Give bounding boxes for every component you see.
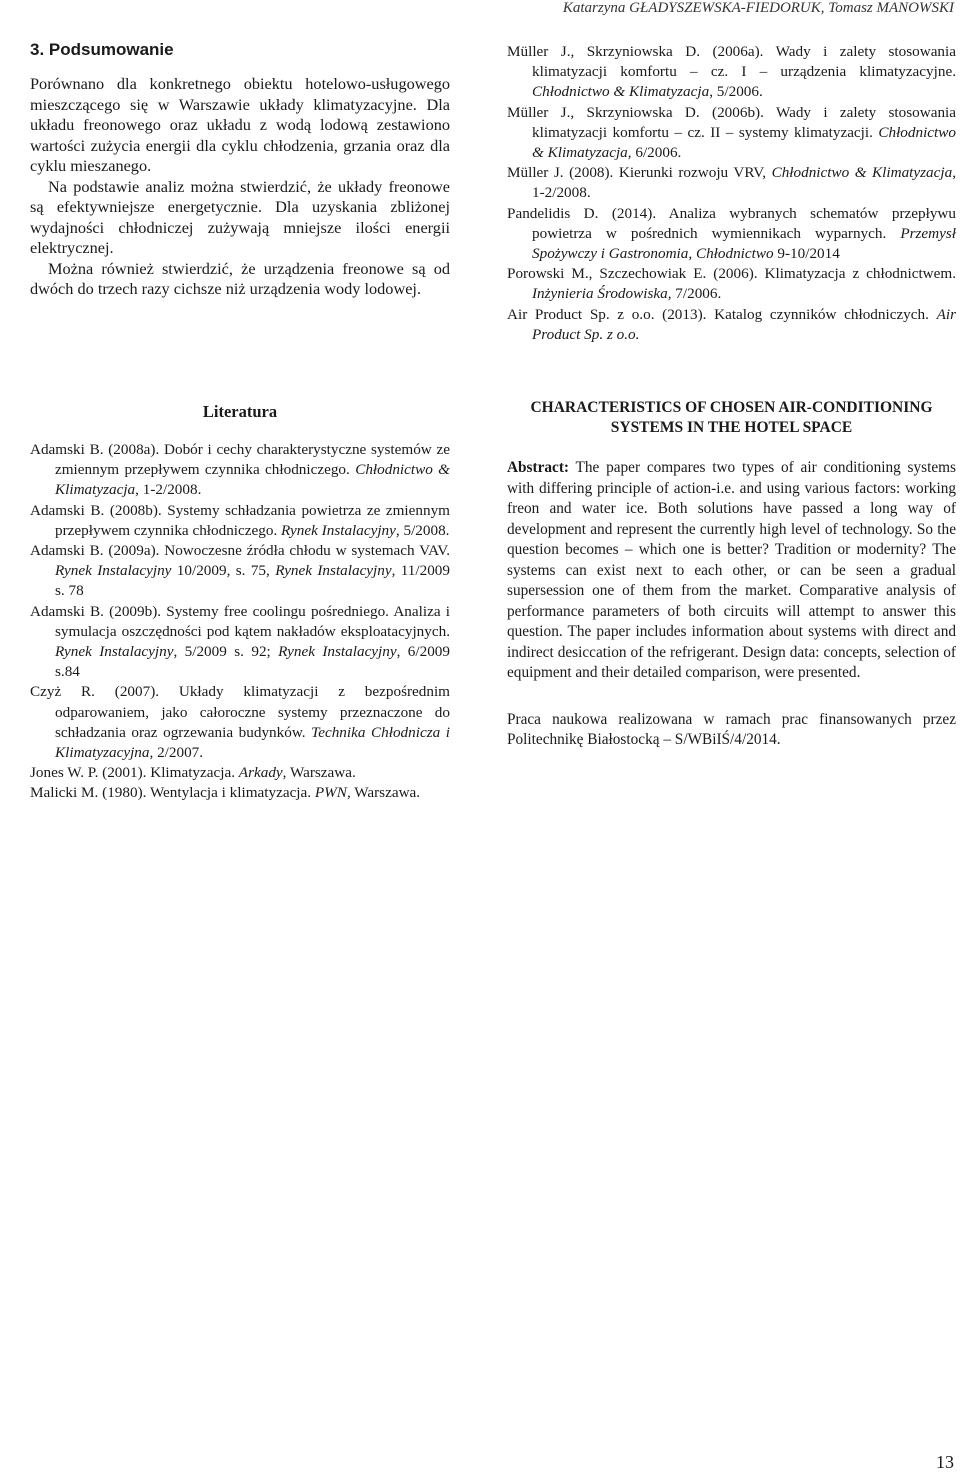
reference-item — [507, 264, 956, 304]
english-summary-section — [507, 398, 956, 751]
reference-text: 9-10/2014 — [773, 245, 840, 263]
reference-text: Müller J., Skrzyniowska D. (2006b). Wady i zalety stosowania klimatyzacji komfortu – cz. II – systemy klimatyzacji. — [507, 103, 956, 141]
reference-source: Technika Chłodnicza i Klimatyzacyjna — [55, 723, 450, 762]
reference-text: Adamski B. (2008b). Systemy schładzania powietrza ze zmiennym przepływem czynnika chłodniczego. — [30, 501, 450, 539]
reference-text: Adamski B. (2009a). Nowoczesne źródła chłodu w systemach VAV. — [30, 542, 450, 560]
reference-text: Porowski M., Szczechowiak E. (2006). Klimatyzacja z chłodnictwem. — [507, 265, 956, 283]
reference-item — [30, 783, 450, 803]
summary-title: 3. Podsumowanie — [30, 40, 174, 59]
reference-text: , 5/2006. — [709, 83, 763, 101]
page-number: 13 — [936, 1452, 954, 1472]
reference-item — [30, 763, 450, 783]
reference-source: Rynek Instalacyjny — [278, 643, 397, 661]
reference-item — [30, 541, 450, 602]
summary-paragraph-2: Na podstawie analiz można stwierdzić, że układy freonowe są efektywniejsze energetycznie. Dla uzyskania zbliżonej wydajności chłodniczej zużywają mniejsze ilości energii elektrycznej. — [30, 176, 450, 257]
reference-source: Inżynieria Środowiska — [532, 285, 668, 303]
reference-text: , 6/2009 s.84 — [55, 643, 450, 681]
reference-text: , 5/2008. — [395, 521, 450, 539]
summary-paragraph-3: Można również stwierdzić, że urządzenia freonowe są od dwóch do trzech razy cichsze niż urządzenia wody lodowej. — [30, 258, 450, 298]
reference-text: Jones W. P. (2001). Klimatyzacja. — [30, 764, 239, 782]
reference-source: Przemysł Spożywczy i Gastronomia, Chłodnictwo — [532, 224, 956, 263]
reference-item — [507, 204, 956, 265]
funding-note: Praca naukowa realizowana w ramach prac finansowanych przez Politechnikę Białostocką – S/WBiIŚ/4/2014. — [507, 710, 956, 748]
reference-list-left — [30, 440, 450, 804]
reference-text: , 7/2006. — [667, 285, 722, 303]
reference-text: , Warszawa. — [282, 764, 356, 782]
reference-source: Rynek Instalacyjny — [275, 562, 392, 580]
summary-paragraph-1: Porównano dla konkretnego obiektu hotelowo-usługowego mieszczącego się w Warszawie układy klimatyzacyjne. Dla układu freonowego oraz układu z wodą lodową zestawiono wartości zużycia energii dla cyklu chłodzenia, grzania oraz dla cyklu mieszanego. — [30, 74, 450, 175]
abstract-label: Abstract: — [507, 459, 570, 476]
reference-text: , 6/2006. — [627, 144, 682, 162]
reference-list-right-section — [507, 42, 956, 345]
reference-source: Rynek Instalacyjny — [55, 562, 172, 580]
reference-text: Adamski B. (2008a). Dobór i cechy charakterystyczne systemów ze zmiennym przepływem czynnika chłodniczego. — [30, 441, 450, 479]
reference-item — [507, 305, 956, 345]
reference-text: Pandelidis D. (2014). Analiza wybranych schematów przepływu powietrza w pośrednich wymiennikach wyparnych. — [507, 204, 956, 242]
reference-text: Adamski B. (2009b). Systemy free coolingu pośredniego. Analiza i symulacja oszczędności pod kątem nakładów eksploatacyjnych. — [30, 602, 450, 640]
reference-source: Arkady — [238, 764, 283, 782]
reference-item — [30, 501, 450, 541]
reference-text: , 1-2/2008. — [135, 481, 202, 499]
reference-list-right — [507, 42, 956, 345]
reference-item — [507, 163, 956, 203]
reference-source: Rynek Instalacyjny — [281, 521, 396, 539]
reference-text: , 5/2009 s. 92; — [173, 643, 279, 661]
abstract-text: The paper compares two types of air conditioning systems with differing principle of action-i.e. and using various factors: working freon and water ice. Both solutions have passed a long way of development and represent the currently high level of technology. So the question becomes – which one is better? Tradition or modernity? The systems can exist next to each other, or can be seen a gradual supersession one of them from the market. Comparative analysis of performance parameters of both circuits will attempt to answer this question. The paper includes information about systems with direct and indirect desiccation of the refrigerant. Design data: concepts, selection of equipment and their detailed comparison, were presented. — [507, 459, 956, 681]
running-header-authors: Katarzyna GŁADYSZEWSKA-FIEDORUK, Tomasz MANOWSKI — [562, 0, 954, 16]
reference-text: Air Product Sp. z o.o. (2013). Katalog czynników chłodniczych. — [507, 305, 937, 323]
reference-item — [30, 440, 450, 501]
reference-source: Chłodnictwo & Klimatyzacja — [532, 83, 710, 101]
reference-item — [30, 602, 450, 683]
reference-source: Chłodnictwo & Klimatyzacja — [55, 461, 450, 499]
reference-text: Malicki M. (1980). Wentylacja i klimatyzacja. — [30, 784, 315, 802]
reference-text: , 2/2007. — [149, 744, 204, 762]
reference-item — [30, 682, 450, 763]
literature-title: Literatura — [202, 402, 278, 421]
reference-text: Müller J. (2008). Kierunki rozwoju VRV, — [507, 164, 772, 182]
reference-text: , 11/2009 s. 78 — [55, 562, 450, 600]
reference-source: Rynek Instalacyjny — [55, 643, 174, 661]
reference-source: Air Product Sp. z o.o. — [532, 305, 956, 343]
reference-source: Chłodnictwo & Klimatyzacja — [771, 164, 953, 182]
reference-item — [507, 42, 956, 103]
reference-item — [507, 103, 956, 164]
reference-text: 10/2009, s. 75, — [171, 562, 276, 580]
reference-text: Müller J., Skrzyniowska D. (2006a). Wady i zalety stosowania klimatyzacji komfortu – cz. I – urządzenia klimatyzacyjne. — [507, 43, 956, 81]
reference-source: PWN — [314, 784, 347, 802]
reference-text: , 1-2/2008. — [532, 164, 956, 202]
reference-text: Czyż R. (2007). Układy klimatyzacji z bezpośrednim odparowaniem, jako całoroczne systemy przeznaczone do schładzania oraz ogrzewania budynków. — [30, 683, 450, 741]
literature-section — [30, 402, 450, 804]
summary-section — [30, 40, 450, 300]
abstract — [507, 458, 956, 684]
english-title: CHARACTERISTICS OF CHOSEN AIR-CONDITIONING SYSTEMS IN THE HOTEL SPACE — [530, 399, 933, 436]
reference-source: Chłodnictwo & Klimatyzacja — [532, 123, 956, 162]
reference-text: , Warszawa. — [346, 784, 421, 802]
